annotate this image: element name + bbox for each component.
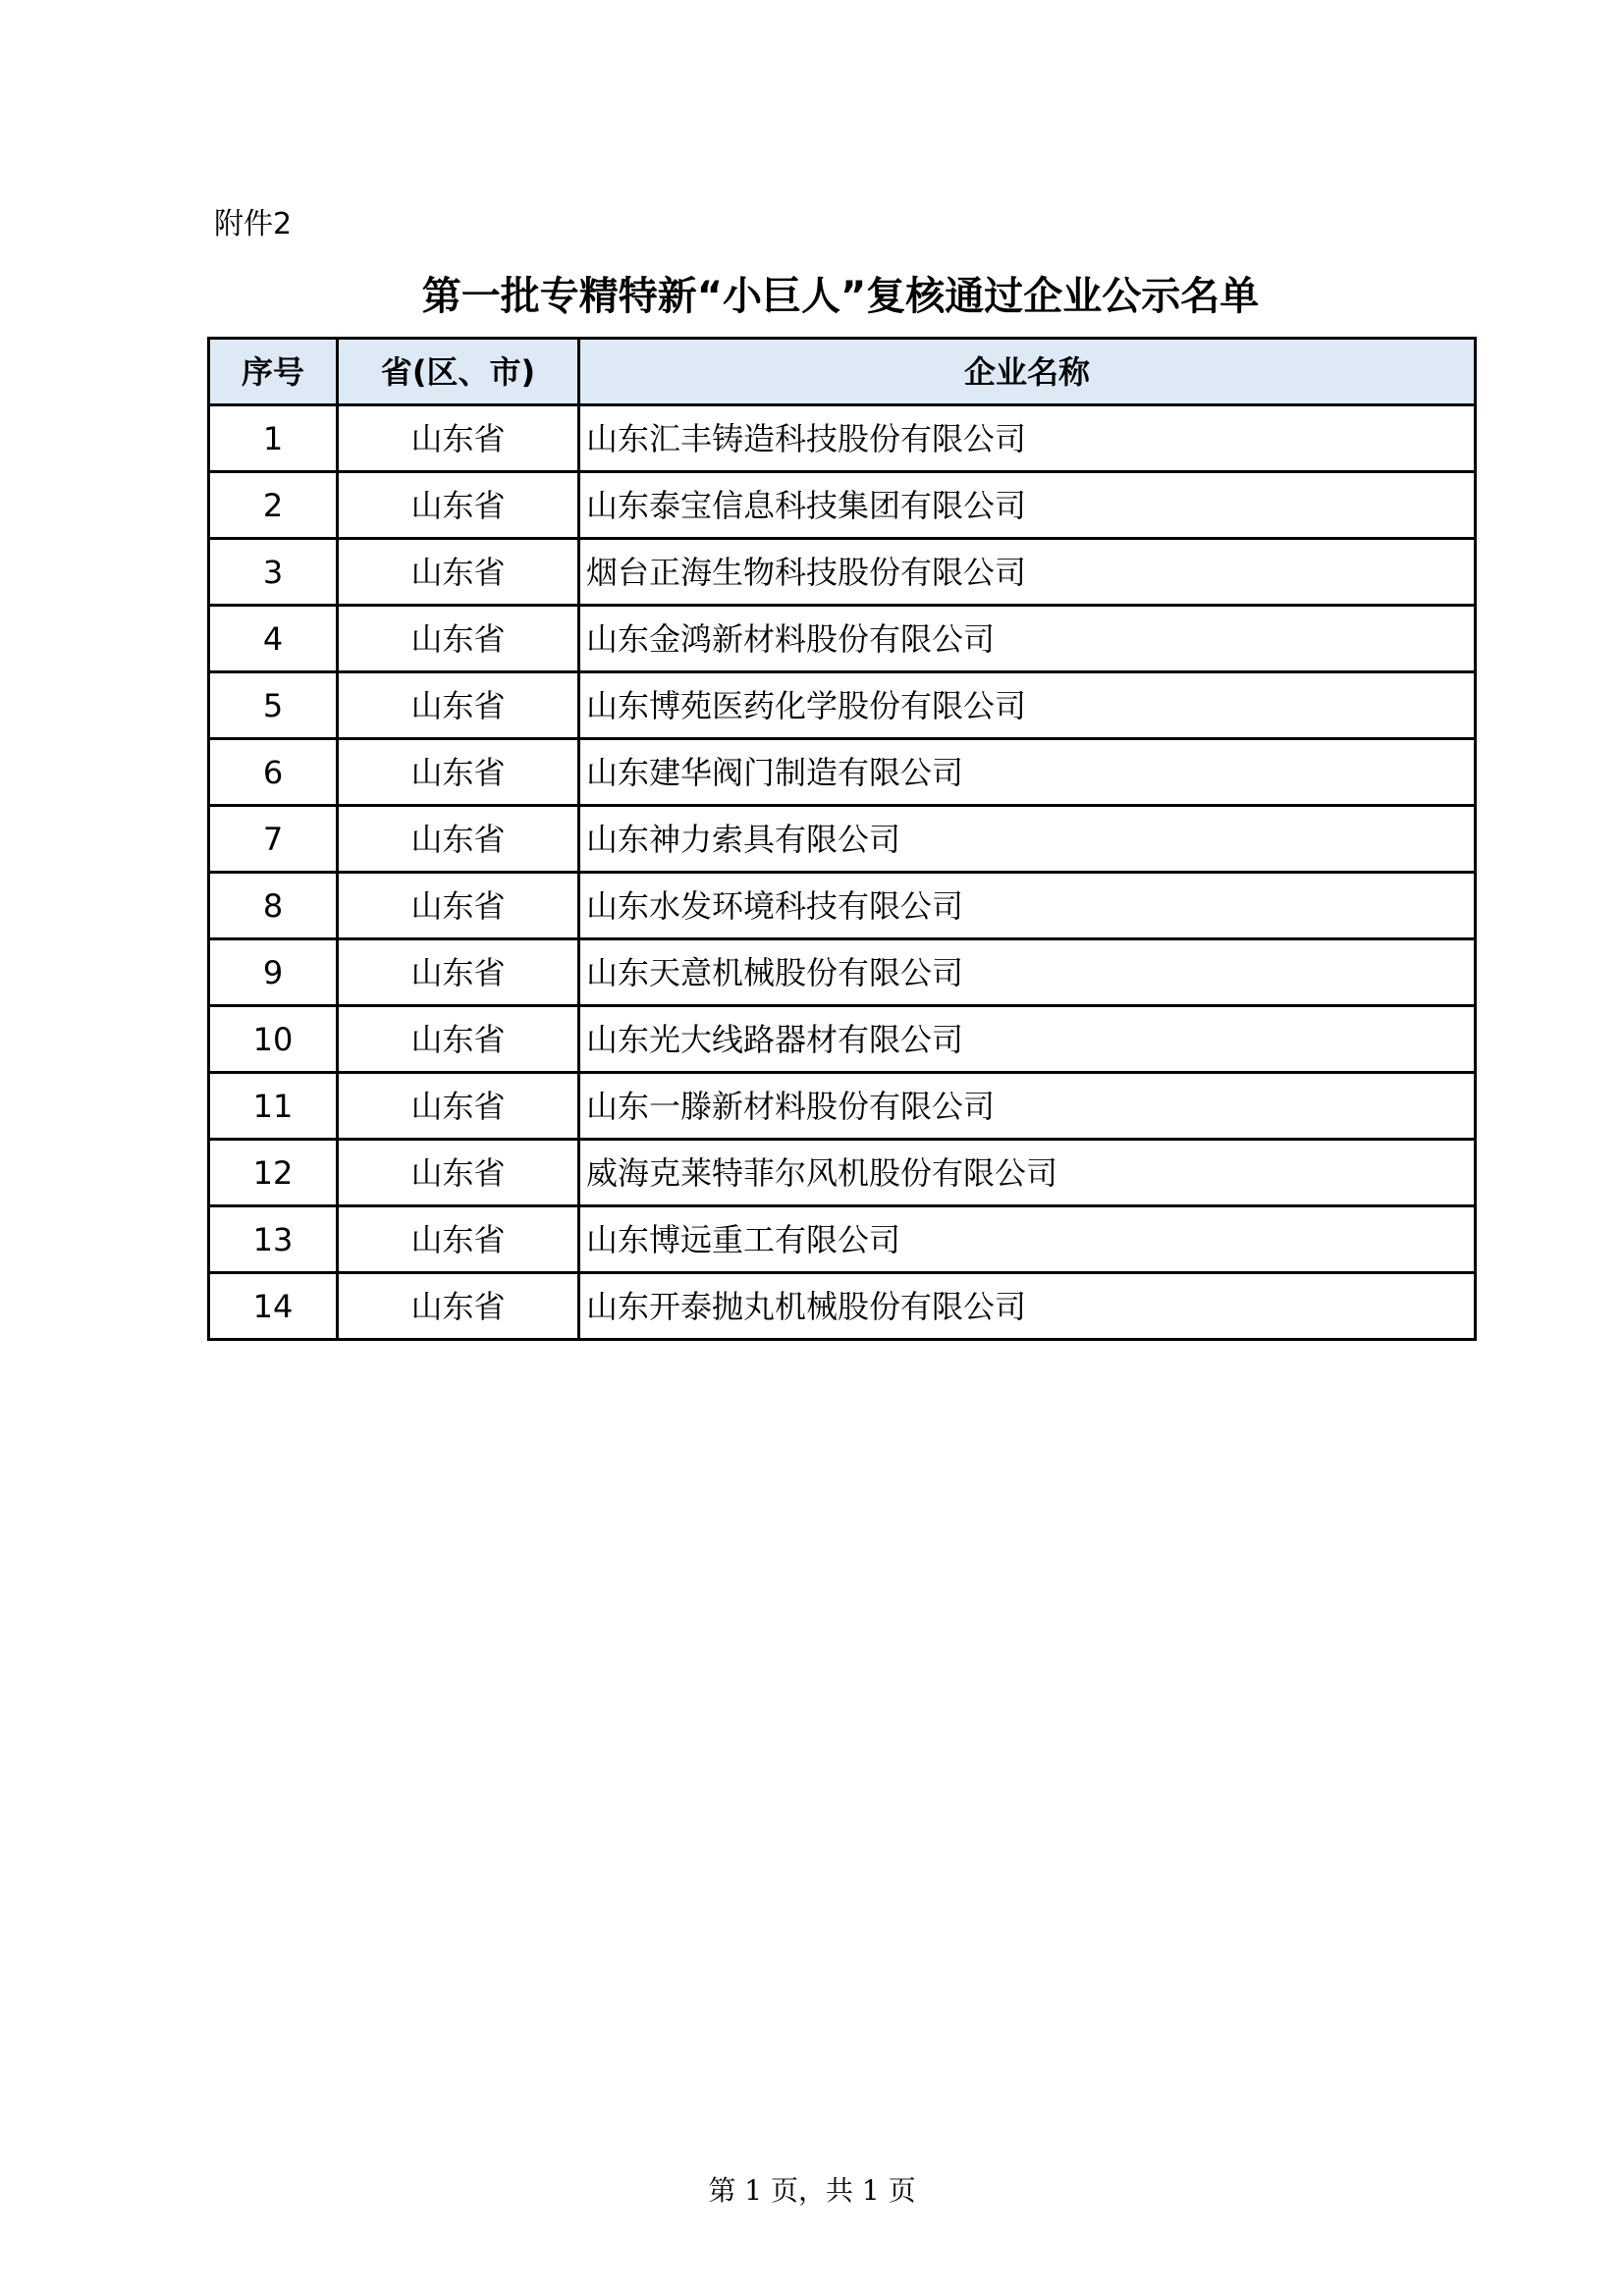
page-title: 第一批专精特新“小巨人”复核通过企业公示名单 — [421, 274, 1260, 319]
table-row — [209, 1073, 1476, 1140]
company-name-cell: 山东开泰抛丸机械股份有限公司 — [579, 1273, 1476, 1340]
company-name-cell: 山东神力索具有限公司 — [579, 806, 1476, 873]
table-row — [209, 672, 1476, 739]
header-row — [209, 339, 1476, 405]
province-cell: 山东省 — [338, 873, 579, 939]
header-province: 省(区、市) — [338, 339, 579, 405]
table-row — [209, 1006, 1476, 1073]
attachment-label: 附件2 — [214, 207, 293, 241]
table-row — [209, 1273, 1476, 1340]
company-name-cell: 山东金鸿新材料股份有限公司 — [579, 606, 1476, 672]
header-serial-number: 序号 — [209, 339, 338, 405]
company-name-cell: 烟台正海生物科技股份有限公司 — [579, 539, 1476, 606]
serial-number-cell: 9 — [209, 939, 338, 1006]
province-cell: 山东省 — [338, 672, 579, 739]
serial-number-cell: 10 — [209, 1006, 338, 1073]
company-name-cell: 山东一滕新材料股份有限公司 — [579, 1073, 1476, 1140]
table-row — [209, 939, 1476, 1006]
table-row — [209, 539, 1476, 606]
serial-number-cell: 13 — [209, 1206, 338, 1273]
company-name-cell: 山东泰宝信息科技集团有限公司 — [579, 472, 1476, 539]
company-name-cell: 山东天意机械股份有限公司 — [579, 939, 1476, 1006]
table-row — [209, 873, 1476, 939]
table-row — [209, 606, 1476, 672]
table-row — [209, 1140, 1476, 1206]
table-row — [209, 1206, 1476, 1273]
serial-number-cell: 5 — [209, 672, 338, 739]
province-cell: 山东省 — [338, 939, 579, 1006]
table-row — [209, 806, 1476, 873]
company-name-cell: 山东汇丰铸造科技股份有限公司 — [579, 405, 1476, 472]
province-cell: 山东省 — [338, 1073, 579, 1140]
company-name-cell: 山东博远重工有限公司 — [579, 1206, 1476, 1273]
province-cell: 山东省 — [338, 806, 579, 873]
company-name-cell: 山东博苑医药化学股份有限公司 — [579, 672, 1476, 739]
header-company-name: 企业名称 — [579, 339, 1476, 405]
province-cell: 山东省 — [338, 739, 579, 806]
province-cell: 山东省 — [338, 606, 579, 672]
serial-number-cell: 12 — [209, 1140, 338, 1206]
serial-number-cell: 1 — [209, 405, 338, 472]
page-footer: 第 1 页，共 1 页 — [708, 2174, 916, 2207]
serial-number-cell: 3 — [209, 539, 338, 606]
serial-number-cell: 7 — [209, 806, 338, 873]
serial-number-cell: 4 — [209, 606, 338, 672]
company-table — [207, 337, 1477, 1341]
company-name-cell: 山东光大线路器材有限公司 — [579, 1006, 1476, 1073]
serial-number-cell: 2 — [209, 472, 338, 539]
table-header — [209, 339, 1476, 405]
serial-number-cell: 6 — [209, 739, 338, 806]
serial-number-cell: 11 — [209, 1073, 338, 1140]
table-row — [209, 472, 1476, 539]
province-cell: 山东省 — [338, 1273, 579, 1340]
province-cell: 山东省 — [338, 1006, 579, 1073]
serial-number-cell: 8 — [209, 873, 338, 939]
table-row — [209, 405, 1476, 472]
serial-number-cell: 14 — [209, 1273, 338, 1340]
province-cell: 山东省 — [338, 472, 579, 539]
province-cell: 山东省 — [338, 1140, 579, 1206]
province-cell: 山东省 — [338, 1206, 579, 1273]
company-name-cell: 山东水发环境科技有限公司 — [579, 873, 1476, 939]
company-name-cell: 山东建华阀门制造有限公司 — [579, 739, 1476, 806]
table-row — [209, 739, 1476, 806]
province-cell: 山东省 — [338, 405, 579, 472]
company-name-cell: 威海克莱特菲尔风机股份有限公司 — [579, 1140, 1476, 1206]
province-cell: 山东省 — [338, 539, 579, 606]
